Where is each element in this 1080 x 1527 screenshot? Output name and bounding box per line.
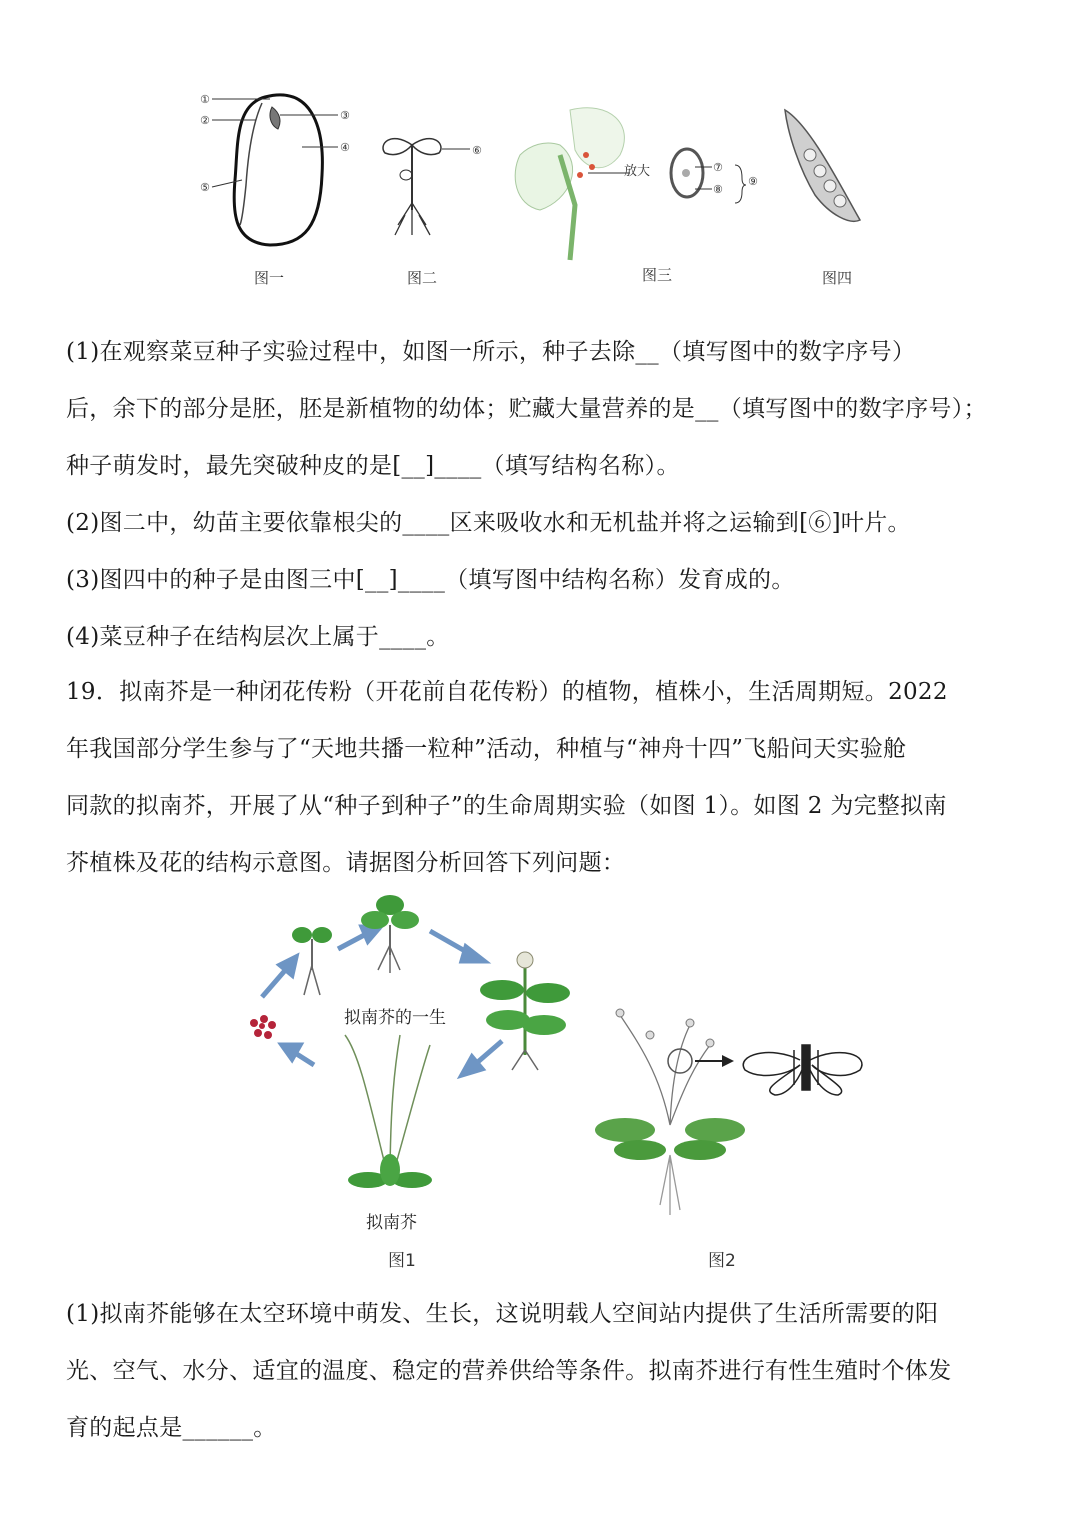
flower-diagram <box>515 108 758 260</box>
caption-fig4: 图四 <box>822 269 853 287</box>
figure-row-top <box>190 85 880 300</box>
q18-line: (3)图四中的种子是由图三中[__]____（填写图中结构名称）发育成的。 <box>66 567 795 593</box>
complete-plant-icon <box>595 1009 745 1215</box>
q18-line: 后，余下的部分是胚，胚是新植物的幼体；贮藏大量营养的是__（填写图中的数字序号）； <box>66 396 987 422</box>
caption-fig3: 图三 <box>642 266 673 284</box>
caption-figure1: 图1 <box>388 1251 416 1271</box>
q19-sub1-line: (1)拟南芥能够在太空环境中萌发、生长，这说明载人空间站内提供了生活所需要的阳 <box>66 1301 939 1327</box>
lifecycle-arrows <box>262 927 502 1075</box>
seedling-diagram <box>383 139 482 235</box>
q19-line: 19．拟南芥是一种闭花传粉（开花前自花传粉）的植物，植株小，生活周期短。2022 <box>66 679 948 705</box>
q18-line: (4)菜豆种子在结构层次上属于____。 <box>66 624 450 650</box>
q18-line: (1)在观察菜豆种子实验过程中，如图一所示，种子去除__（填写图中的数字序号） <box>66 339 916 365</box>
bean-seed-diagram <box>200 93 350 245</box>
q19-sub1-line: 育的起点是______。 <box>66 1415 277 1441</box>
caption-figure2: 图2 <box>708 1251 736 1271</box>
flower-structure-icon <box>743 1045 862 1095</box>
seedling-icon <box>292 927 332 995</box>
flower-label-7: ⑦ <box>713 161 723 174</box>
flowering-plant-icon <box>480 952 570 1070</box>
seeds-icon <box>250 1015 276 1039</box>
seed-label-4: ④ <box>340 141 350 154</box>
flower-label-8: ⑧ <box>713 183 723 196</box>
seed-label-5: ⑤ <box>200 181 210 194</box>
pea-pod-diagram <box>785 110 860 221</box>
arabidopsis-figures <box>240 885 880 1245</box>
q19-line: 同款的拟南芥，开展了从“种子到种子”的生命周期实验（如图 1）。如图 2 为完整拟南 <box>66 793 947 819</box>
caption-fig2: 图二 <box>407 269 438 287</box>
seed-label-2: ② <box>200 114 210 127</box>
enlarge-label: 放大 <box>624 164 651 179</box>
q18-line: (2)图二中，幼苗主要依靠根尖的____区来吸收水和无机盐并将之运输到[⑥]叶片。 <box>66 510 911 536</box>
seed-label-3: ③ <box>340 109 350 122</box>
lifecycle-center-label: 拟南芥的一生 <box>344 1008 446 1028</box>
caption-fig1: 图一 <box>254 269 285 287</box>
q19-sub1-line: 光、空气、水分、适宜的温度、稳定的营养供给等条件。拟南芥进行有性生殖时个体发 <box>66 1358 952 1384</box>
seedling-label-6: ⑥ <box>472 144 482 157</box>
flower-label-9: ⑨ <box>748 175 758 188</box>
q18-line: 种子萌发时，最先突破种皮的是[__]____（填写结构名称）。 <box>66 453 680 479</box>
seed-label-1: ① <box>200 93 210 106</box>
plant-label: 拟南芥 <box>366 1213 417 1233</box>
q19-line: 芥植株及花的结构示意图。请据图分析回答下列问题： <box>66 850 626 876</box>
mature-plant-icon <box>345 1035 432 1188</box>
q19-line: 年我国部分学生参与了“天地共播一粒种”活动，种植与“神舟十四”飞船问天实验舱 <box>66 736 907 762</box>
